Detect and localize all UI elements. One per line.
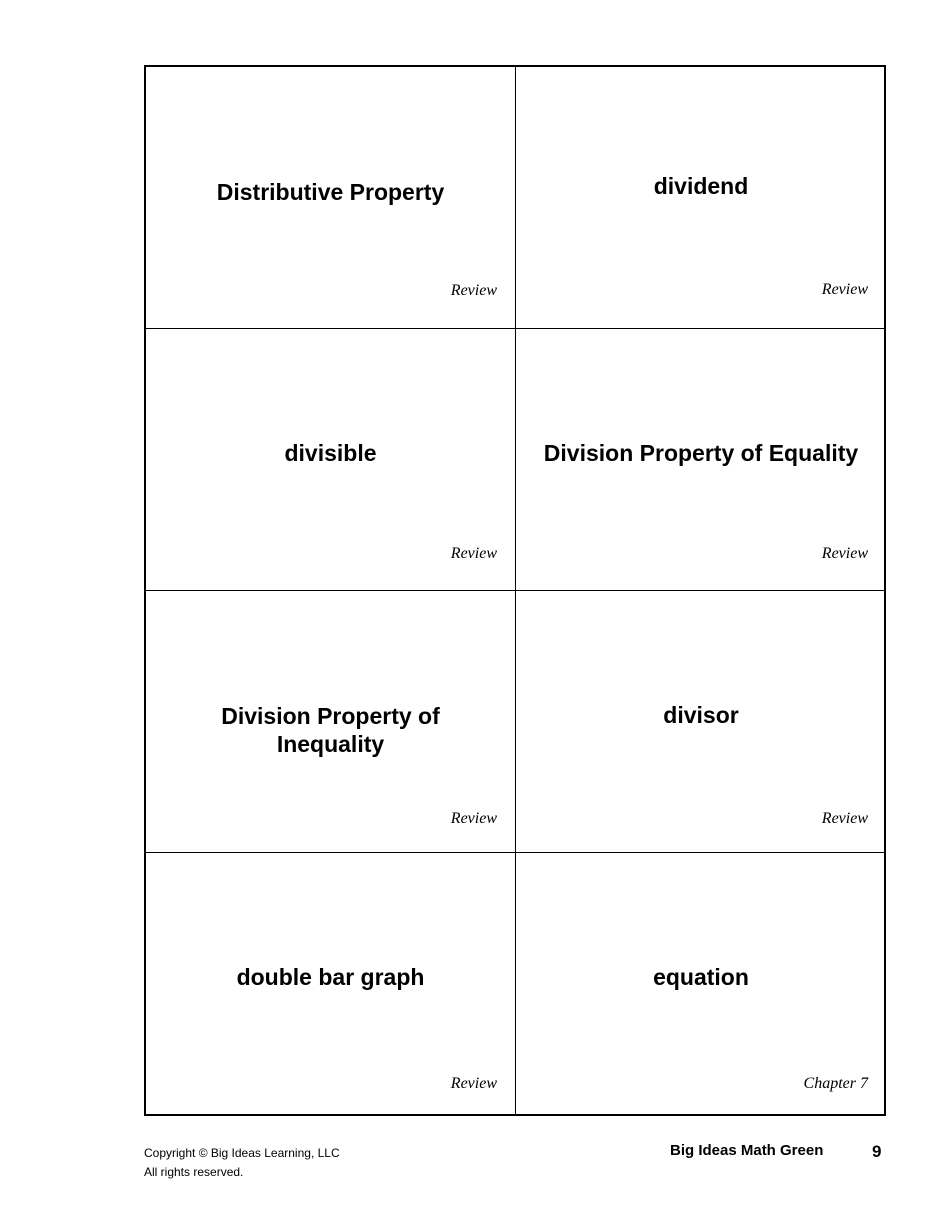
card-tag: Review <box>450 545 497 562</box>
copyright <box>144 1144 340 1182</box>
card-tag: Chapter 7 <box>803 1075 868 1092</box>
card-tag: Review <box>450 810 497 827</box>
card-term: Distributive Property <box>216 179 445 205</box>
card-term: double bar graph <box>236 964 425 990</box>
card-term: Division Property of Equality <box>543 440 859 466</box>
card-term: divisible <box>284 440 377 466</box>
flashcard <box>146 67 515 328</box>
flashcard <box>516 853 886 1116</box>
flashcard <box>146 591 515 852</box>
copyright-line: Copyright © Big Ideas Learning, LLC <box>144 1146 340 1160</box>
card-term: Division Property of Inequality <box>221 703 440 757</box>
card-tag: Review <box>821 810 868 827</box>
flashcard <box>516 67 886 328</box>
flashcard <box>146 329 515 590</box>
flashcard <box>516 591 886 852</box>
card-tag: Review <box>821 281 868 298</box>
card-term: equation <box>653 964 749 990</box>
card-tag: Review <box>450 1075 497 1092</box>
card-tag: Review <box>821 545 868 562</box>
card-term: divisor <box>663 702 739 728</box>
page-number: 9 <box>872 1142 882 1161</box>
rights-line: All rights reserved. <box>144 1165 244 1179</box>
card-tag: Review <box>450 282 497 299</box>
flashcard-grid <box>144 65 886 1116</box>
flashcard <box>516 329 886 590</box>
flashcard <box>146 853 515 1116</box>
book-title: Big Ideas Math Green <box>670 1142 824 1159</box>
card-term: dividend <box>653 173 749 199</box>
